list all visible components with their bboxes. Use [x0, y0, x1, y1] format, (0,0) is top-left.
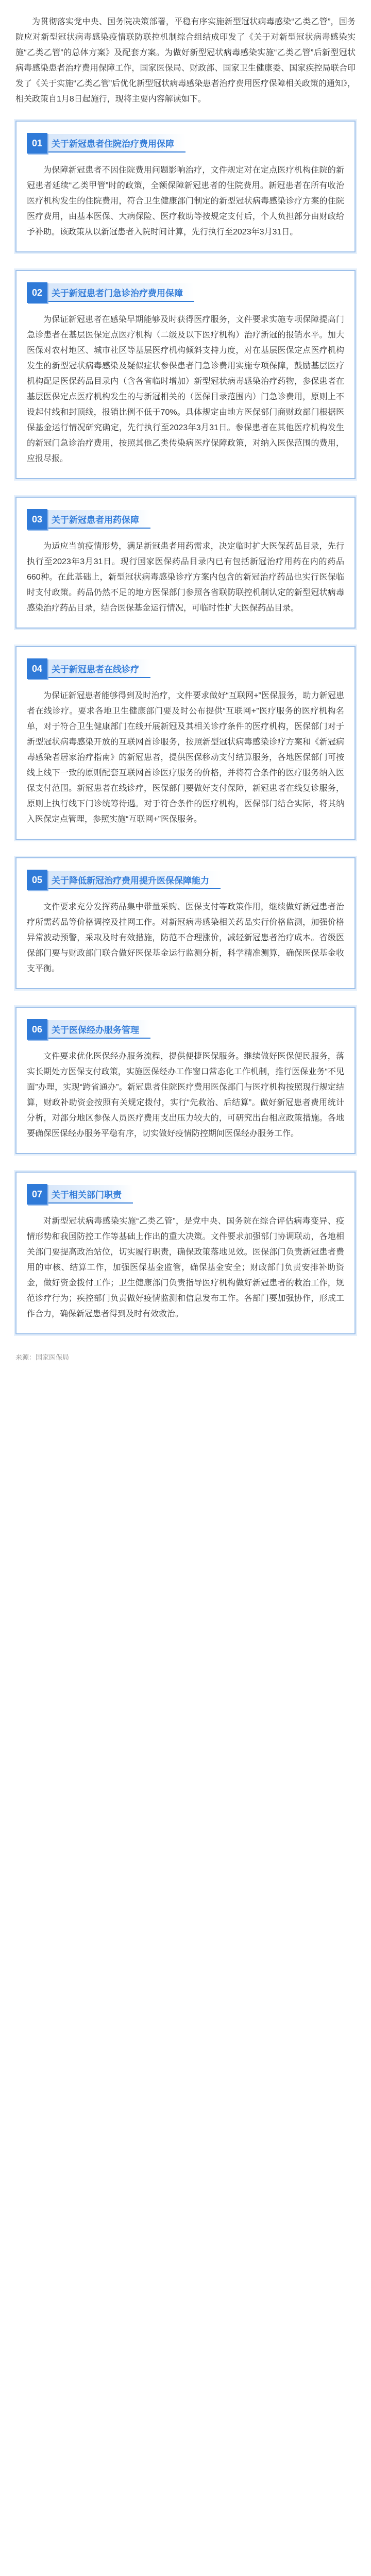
- section-03: [15, 497, 356, 629]
- section-number: 01: [27, 133, 47, 154]
- section-02: [15, 270, 356, 479]
- section-text: 对新型冠状病毒感染实施“乙类乙管”，是党中央、国务院在综合评估病毒变异、疫情形势和我国防控工作等基础上作出的重大决策。文件要求加强部门协调联动，各地相关部门要提高政治站位，切实履行职责，确保政策落地见效。医保部门负责新冠患者费用的审核、结算工作，加强医保基金监管，确保基金安全；财政部门负责安排补助资金，做好资金拨付工作；卫生健康部门负责指导医疗机构做好新冠患者的救治工作，规范诊疗行为；疾控部门负责做好疫情监测和信息发布工作。各部门要加强协作，形成工作合力，确保新冠患者得到及时有效救治。: [27, 1217, 344, 1318]
- section-text: 为保证新冠患者在感染早期能够及时获得医疗服务，文件要求实施专项保障提高门急诊患者在基层医保定点医疗机构（二级及以下医疗机构）治疗新冠的报销水平。加大医保对农村地区、城市社区等基层医疗机构倾斜支持力度，对在基层医保定点医疗机构发生的新型冠状病毒感染及疑似症状参保患者门急诊费用实施专项保障，鼓励基层医疗机构配足医保药品目录内（含各省临时增加）新型冠状病毒感染治疗药物，参保患者在基层医保定点医疗机构发生的与新冠相关的（医保目录范围内）门急诊费用，原则上不设起付线和封顶线，报销比例不低于70%。具体规定由地方医保部门商财政部门根据医保基金运行情况研究确定，先行执行至2023年3月31日。参保患者在其他医疗机构发生的新冠门急诊治疗费用，按照其他乙类传染病医疗保障政策，对纳入医保范围的费用，应报尽报。: [27, 315, 344, 463]
- section-title: 关于新冠患者用药保障: [46, 510, 150, 529]
- section-number: 06: [27, 1019, 47, 1040]
- section-body: [27, 163, 344, 240]
- section-body: [27, 312, 344, 467]
- section-header: [27, 1017, 344, 1042]
- intro-paragraph: 为贯彻落实党中央、国务院决策部署，平稳有序实施新型冠状病毒感染“乙类乙管”，国务院应对新型冠状病毒感染疫情联防联控机制综合组结成印发了《关于对新型冠状病毒感染实施“乙类乙管”的总体方案》及配套方案。为做好新型冠状病毒感染实施“乙类乙管”后新型冠状病毒感染患者治疗费用保障工作，国家医保局、财政部、国家卫生健康委、国家疾控局联合印发了《关于实施“乙类乙管”后优化新型冠状病毒感染患者治疗费用医疗保障相关政策的通知》，相关政策自1月8日起施行，现将主要内容解读如下。: [15, 18, 356, 104]
- section-number: 03: [27, 509, 47, 530]
- section-number: 04: [27, 658, 47, 679]
- section-body: [27, 1214, 344, 1322]
- section-title: 关于降低新冠治疗费用提升医保保障能力: [46, 871, 221, 889]
- section-text: 为适应当前疫情形势，满足新冠患者用药需求，决定临时扩大医保药品目录，先行执行至2023年3月31日。现行国家医保药品目录内已有包括新冠治疗用药在内的药品660种。在此基础上，新型冠状病毒感染诊疗方案内包含的新冠治疗药品也实行医保临时支付政策。药品仍然不足的地方医保部门参照各省联防联控机制认定的新型冠状病毒感染治疗药品目录，结合医保基金运行情况，可临时性扩大医保药品目录。: [27, 542, 344, 613]
- section-number: 02: [27, 282, 47, 303]
- section-header: [27, 131, 344, 156]
- section-title: 关于新冠患者在线诊疗: [46, 659, 150, 678]
- section-header: [27, 507, 344, 532]
- section-text: 文件要求充分发挥药品集中带量采购、医保支付等政策作用，继续做好新冠患者治疗所需药品等价格调控及挂网工作。对新冠病毒感染相关药品实行价格监测，加强价格异常波动预警，采取及时有效措施，防范不合理涨价，减轻新冠患者治疗成本。省级医保部门要与财政部门联合做好医保基金运行监测分析，科学精准测算，确保医保基金收支平衡。: [27, 903, 344, 973]
- section-06: [15, 1007, 356, 1154]
- section-header: [27, 280, 344, 305]
- section-text: 为保障新冠患者不因住院费用问题影响治疗，文件规定对在定点医疗机构住院的新冠患者延续“乙类甲管”时的政策，全额保障新冠患者的住院费用。新冠患者在所有收治医疗机构发生的住院费用，符合卫生健康部门制定的新型冠状病毒感染诊疗方案的住院医疗费用，由基本医保、大病保险、医疗救助等按规定支付后，个人负担部分由财政给予补助。该政策从以新冠患者入院时间计算，先行执行至2023年3月31日。: [27, 166, 344, 236]
- section-number: 05: [27, 870, 47, 890]
- section-01: [15, 121, 356, 252]
- section-body: [27, 688, 344, 827]
- section-body: [27, 900, 344, 977]
- section-title: 关于相关部门职责: [46, 1185, 133, 1204]
- source-note: 来源：国家医保局: [15, 1353, 70, 1361]
- section-05: [15, 857, 356, 989]
- section-04: [15, 646, 356, 840]
- section-title: 关于新冠患者住院治疗费用保障: [46, 134, 185, 152]
- section-title: 关于新冠患者门急诊治疗费用保障: [46, 283, 194, 302]
- section-07: [15, 1172, 356, 1334]
- section-text: 文件要求优化医保经办服务流程，提供便捷医保服务。继续做好医保便民服务，落实长期处方医保支付政策，实施医保经办工作窗口常态化工作机制，推行医保业务“不见面”办理，实现“跨省通办”。新冠患者住院医疗费用医保部门与医疗机构按照现行规定结算，财政补助资金按照有关规定拨付，实行“先救治、后结算”。做好新冠患者费用统计分析，对部分地区参保人员医疗费用支出压力较大的，可研究出台相应政策措施。各地要确保医保经办服务平稳有序，切实做好疫情防控期间医保经办服务工作。: [27, 1052, 344, 1138]
- section-body: [27, 539, 344, 616]
- section-body: [27, 1049, 344, 1142]
- section-text: 为保证新冠患者能够得到及时治疗，文件要求做好“互联网+”医保服务，助力新冠患者在线诊疗。要求各地卫生健康部门要及时公布提供“互联网+”医疗服务的医疗机构名单，对于符合卫生健康部门在线开展新冠及其相关诊疗条件的医疗机构，医保部门对于新型冠状病毒感染开放的互联网首诊服务，按照新型冠状病毒感染诊疗方案和《新冠病毒感染者居家治疗指南》的新冠患者，提供医保移动支付结算服务，各地医保部门可按线上线下一致的原则配套互联网首诊医疗服务的价格，并将符合条件的医疗服务纳入医保支付范围。新冠患者在线诊疗，医保部门要做好支付保障，新冠患者在线复诊服务，原则上执行线下门诊统筹待遇。对于符合条件的医疗机构，医保部门结合实际，将其纳入医保定点管理，参照实施“互联网+”医保服务。: [27, 691, 344, 824]
- section-title: 关于医保经办服务管理: [46, 1020, 150, 1039]
- section-header: [27, 868, 344, 892]
- section-header: [27, 1182, 344, 1207]
- section-number: 07: [27, 1184, 47, 1205]
- section-header: [27, 656, 344, 681]
